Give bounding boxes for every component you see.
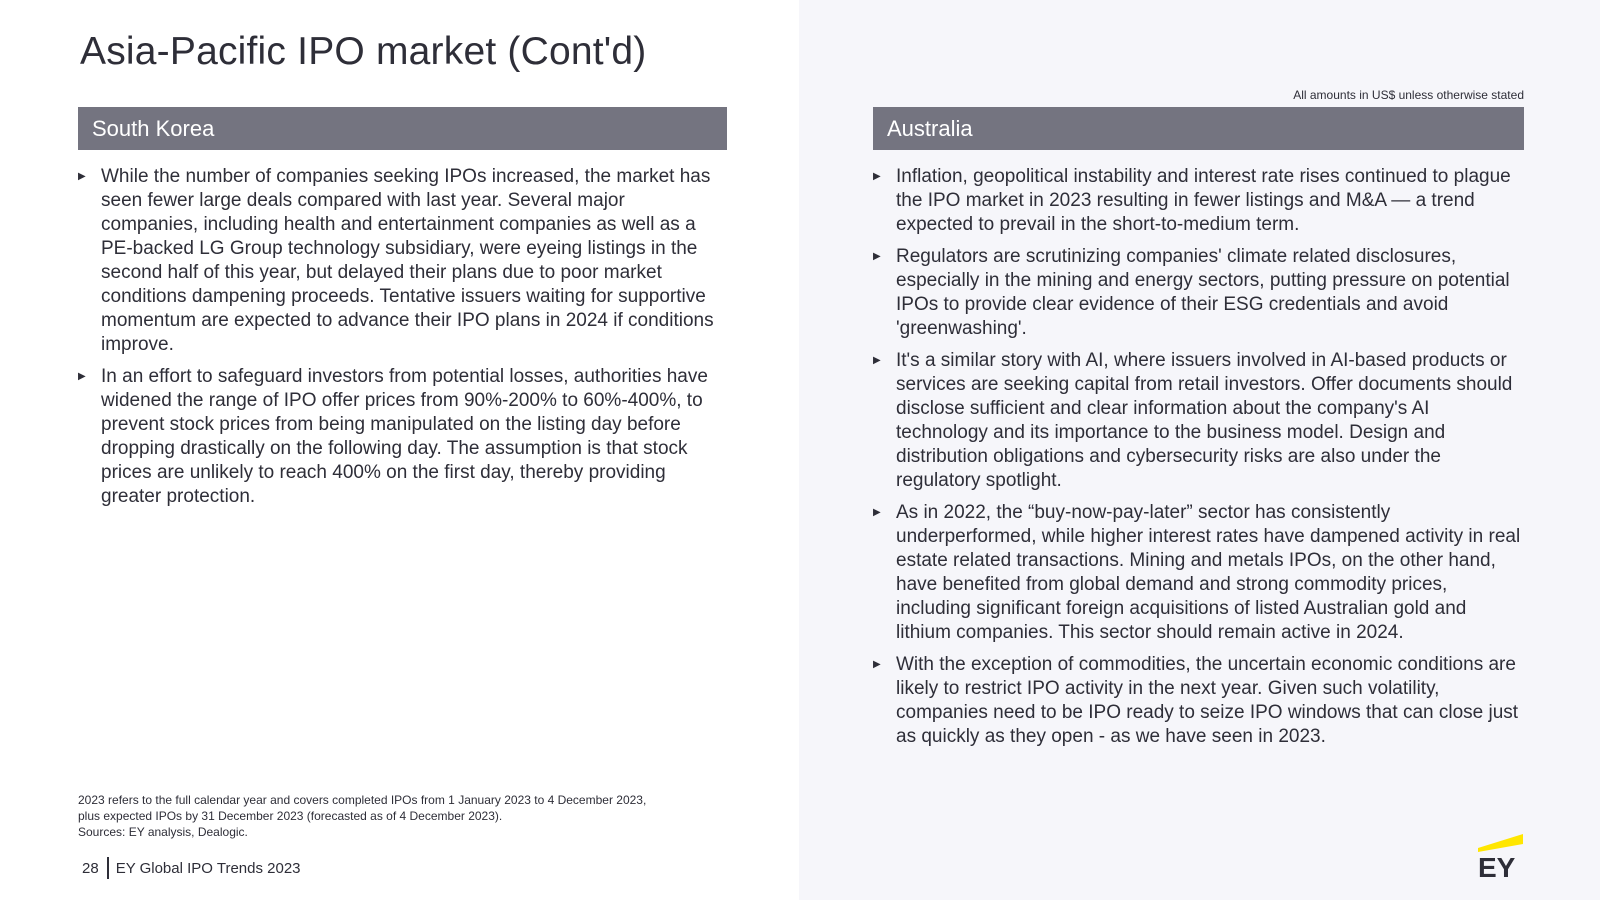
bullet-arrow-icon: ▶ — [873, 251, 881, 262]
list-item — [873, 501, 1524, 645]
bullet-arrow-icon: ▶ — [78, 371, 86, 382]
list-item — [78, 365, 727, 509]
list-item — [873, 245, 1524, 341]
south-korea-header: South Korea — [78, 107, 727, 150]
page-number: 28 — [82, 859, 99, 877]
bullet-arrow-icon: ▶ — [873, 507, 881, 518]
ey-logo-beam — [1478, 834, 1523, 852]
ey-logo-text: EY — [1478, 852, 1516, 878]
bullet-text: While the number of companies seeking IPOs increased, the market has seen fewer large deals compared with last year. Several major companies, including health and entertainment companies as well as a PE-backed LG Group technology subsidiary, were eyeing listings in the second half of this year, but delayed their plans due to poor market conditions dampening proceeds. Tentative issuers waiting for supportive momentum are expected to advance their IPO plans in 2024 if conditions improve. — [101, 166, 714, 355]
amounts-note: All amounts in US$ unless otherwise stated — [1293, 88, 1524, 102]
list-item — [873, 653, 1524, 749]
australia-header: Australia — [873, 107, 1524, 150]
page-footer — [82, 857, 301, 879]
australia-panel — [873, 107, 1524, 757]
footnote-line: 2023 refers to the full calendar year and covers completed IPOs from 1 January 2023 to 4 December 2023, — [78, 793, 647, 807]
footer-divider — [107, 857, 109, 879]
footnote — [78, 792, 758, 840]
page-title: Asia-Pacific IPO market (Cont'd) — [80, 30, 647, 73]
sources-line: Sources: EY analysis, Dealogic. — [78, 825, 248, 839]
bullet-text: In an effort to safeguard investors from potential losses, authorities have widened the range of IPO offer prices from 90%-200% to 60%-400%, to prevent stock prices from being manipulated on the listing day before dropping drastically on the following day. The assumption is that stock prices are unlikely to reach 400% on the first day, thereby providing greater protection. — [101, 366, 708, 507]
ey-logo-icon — [1478, 832, 1523, 878]
bullet-text: As in 2022, the “buy-now-pay-later” sector has consistently underperformed, while higher interest rates have dampened activity in real estate related transactions. Mining and metals IPOs, on the other hand, have benefited from global demand and strong commodity prices, including significant foreign acquisitions of listed Australian gold and lithium companies. This sector should remain active in 2024. — [896, 502, 1521, 643]
bullet-arrow-icon: ▶ — [873, 171, 881, 182]
list-item — [78, 165, 727, 357]
australia-bullets — [873, 165, 1524, 749]
south-korea-panel — [78, 107, 727, 517]
bullet-text: Inflation, geopolitical instability and interest rate rises continued to plague the IPO market in 2023 resulting in fewer listings and M&A — a trend expected to prevail in the short-to-medium term. — [896, 166, 1511, 235]
bullet-arrow-icon: ▶ — [873, 659, 881, 670]
bullet-arrow-icon: ▶ — [78, 171, 86, 182]
list-item — [873, 165, 1524, 237]
list-item — [873, 349, 1524, 493]
bullet-text: Regulators are scrutinizing companies' climate related disclosures, especially in the mining and energy sectors, putting pressure on potential IPOs to provide clear evidence of their ESG credentials and avoid 'greenwashing'. — [896, 246, 1510, 339]
footnote-line: plus expected IPOs by 31 December 2023 (forecasted as of 4 December 2023). — [78, 809, 503, 823]
publication-title: EY Global IPO Trends 2023 — [115, 859, 301, 877]
south-korea-bullets — [78, 165, 727, 509]
bullet-arrow-icon: ▶ — [873, 355, 881, 366]
bullet-text: With the exception of commodities, the uncertain economic conditions are likely to restrict IPO activity in the next year. Given such volatility, companies need to be IPO ready to seize IPO windows that can close just as quickly as they open - as we have seen in 2023. — [896, 654, 1519, 747]
bullet-text: It's a similar story with AI, where issuers involved in AI-based products or services are seeking capital from retail investors. Offer documents should disclose sufficient and clear information about the company's AI technology and its importance to the business model. Design and distribution obligations and cybersecurity risks are also under the regulatory spotlight. — [896, 350, 1513, 491]
